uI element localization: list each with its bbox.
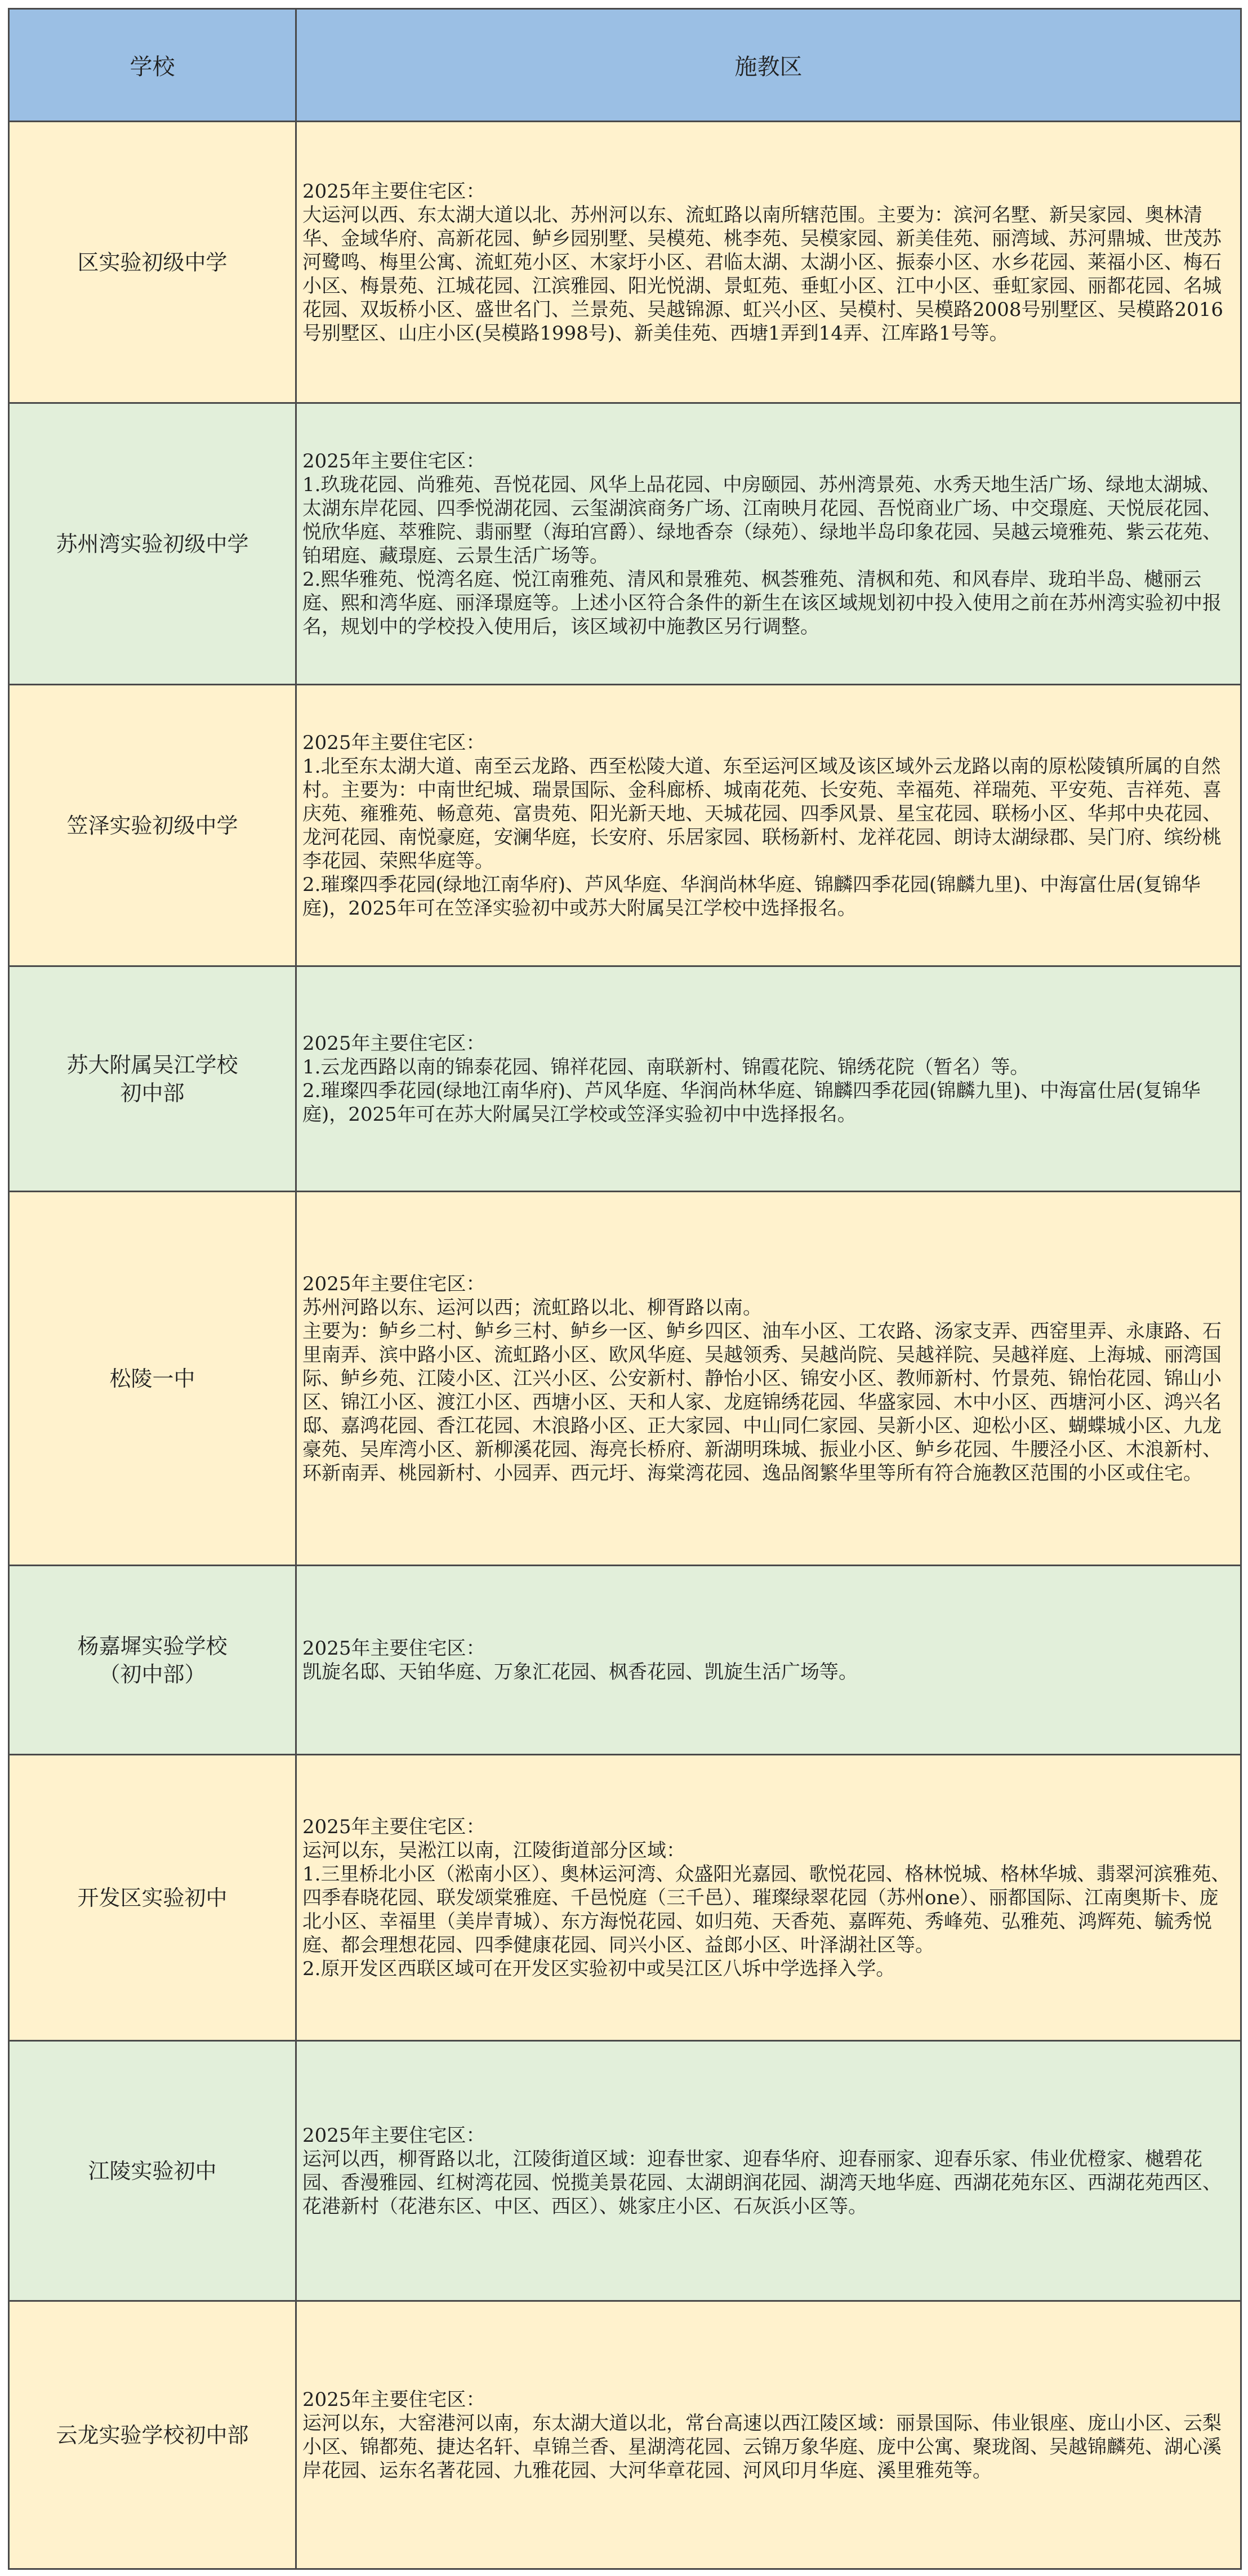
table-row: [9, 122, 1241, 403]
area-line: 2025年主要住宅区：: [302, 731, 485, 754]
district-area: [296, 2041, 1241, 2301]
school-name: 松陵一中: [9, 1192, 296, 1566]
area-line: 1.北至东太湖大道、南至云龙路、西至松陵大道、东至运河区域及该区域外云龙路以南的原松陵镇所属的自然村。主要为：中南世纪城、瑞景国际、金科廊桥、城南花苑、长安苑、幸福苑、祥瑞苑、平安苑、吉祥苑、喜庆苑、雍雅苑、畅意苑、富贵苑、阳光新天地、天城花园、四季风景、星宝花园、联杨小区、华邦中央花园、龙河花园、南悦豪庭，安澜华庭，长安府、乐居家园、联杨新村、龙祥花园、朗诗太湖绿郡、吴门府、缤纷桃李花园、荣熙华庭等。: [302, 755, 1222, 872]
district-area: [296, 1755, 1241, 2041]
table-row: [9, 1566, 1241, 1755]
area-line: 2025年主要住宅区：: [302, 2124, 485, 2147]
table-row: [9, 1755, 1241, 2041]
area-line: 2.璀璨四季花园(绿地江南华府)、芦风华庭、华润尚林华庭、锦麟四季花园(锦麟九里)、中海富仕居(复锦华庭)，2025年可在笠泽实验初中或苏大附属吴江学校中选择报名。: [302, 873, 1201, 920]
district-area: [296, 1192, 1241, 1566]
school-name: 笠泽实验初级中学: [9, 685, 296, 966]
area-line: 2.熙华雅苑、悦湾名庭、悦江南雅苑、清风和景雅苑、枫荟雅苑、清枫和苑、和风春岸、珑珀半岛、樾丽云庭、熙和湾华庭、丽泽璟庭等。上述小区符合条件的新生在该区域规划初中投入使用之前在苏州湾实验初中报名，规划中的学校投入使用后，该区域初中施教区另行调整。: [302, 568, 1222, 638]
area-line: 苏州河路以东、运河以西；流虹路以北、柳胥路以南。: [302, 1296, 762, 1319]
area-line: 2025年主要住宅区：: [302, 1032, 485, 1055]
area-line: 1.三里桥北小区（淞南小区）、奥林运河湾、众盛阳光嘉园、歌悦花园、格林悦城、格林华城、翡翠河滨雅苑、四季春晓花园、联发颂棠雅庭、千邑悦庭（三千邑）、璀璨绿翠花园（苏州one）、丽都国际、江南奥斯卡、庞北小区、幸福里（美岸青城）、东方海悦花园、如归苑、天香苑、嘉晖苑、秀峰苑、弘雅苑、鸿辉苑、毓秀悦庭、都会理想花园、四季健康花园、同兴小区、益郎小区、叶泽湖社区等。: [302, 1862, 1231, 1956]
table-row: [9, 403, 1241, 685]
area-line: 2.原开发区西联区域可在开发区实验初中或吴江区八坼中学选择入学。: [302, 1957, 895, 1980]
school-name: 开发区实验初中: [9, 1755, 296, 2041]
area-line: 2025年主要住宅区：: [302, 449, 485, 473]
area-line: 主要为：鲈乡二村、鲈乡三村、鲈乡一区、鲈乡四区、油车小区、工农路、汤家支弄、西窑里弄、永康路、石里南弄、滨中路小区、流虹路小区、欧风华庭、吴越领秀、吴越尚院、吴越祥院、吴越祥庭、上海城、丽湾国际、鲈乡苑、江陵小区、江兴小区、公安新村、静怡小区、锦安小区、教师新村、竹景苑、锦怡花园、锦山小区、锦江小区、渡江小区、西塘小区、天和人家、龙庭锦绣花园、华盛家园、木中小区、西塘河小区、鸿兴名邸、嘉鸿花园、香江花园、木浪路小区、正大家园、中山同仁家园、吴新小区、迎松小区、蝴蝶城小区、九龙豪苑、吴库湾小区、新柳溪花园、海亮长桥府、新湖明珠城、振业小区、鲈乡花园、牛腰泾小区、木浪新村、环新南弄、桃园新村、小园弄、西元圩、海棠湾花园、逸品阁繁华里等所有符合施教区范围的小区或住宅。: [302, 1320, 1222, 1485]
area-line: 2025年主要住宅区：: [302, 2388, 485, 2411]
table-row: [9, 966, 1241, 1192]
header-area: 施教区: [296, 9, 1241, 122]
table-row: [9, 2301, 1241, 2569]
area-line: 2025年主要住宅区：: [302, 1815, 485, 1838]
table-row: [9, 2041, 1241, 2301]
area-line: 大运河以西、东太湖大道以北、苏州河以东、流虹路以南所辖范围。主要为：滨河名墅、新吴家园、奥林清华、金域华府、高新花园、鲈乡园别墅、吴模苑、桃李苑、吴模家园、新美佳苑、丽湾域、苏河鼎城、世茂苏河鹭鸣、梅里公寓、流虹苑小区、木家圩小区、君临太湖、太湖小区、振泰小区、水乡花园、莱福小区、梅石小区、梅景苑、江城花园、江滨雅园、阳光悦湖、景虹苑、垂虹小区、江中小区、垂虹家园、丽都花园、名城花园、双坂桥小区、盛世名门、兰景苑、吴越锦源、虹兴小区、吴模村、吴模路2008号别墅区、吴模路2016号别墅区、山庄小区(吴模路1998号)、新美佳苑、西塘1弄到14弄、江库路1号等。: [302, 203, 1224, 345]
district-area: [296, 1566, 1241, 1755]
area-line: 凯旋名邸、天铂华庭、万象汇花园、枫香花园、凯旋生活广场等。: [302, 1660, 858, 1683]
district-area: [296, 403, 1241, 685]
district-area: [296, 685, 1241, 966]
table-row: [9, 1192, 1241, 1566]
header-row: [9, 9, 1241, 122]
school-name: 杨嘉墀实验学校 （初中部）: [9, 1566, 296, 1755]
header-school: 学校: [9, 9, 296, 122]
school-name: 苏大附属吴江学校 初中部: [9, 966, 296, 1192]
area-line: 2.璀璨四季花园(绿地江南华府)、芦风华庭、华润尚林华庭、锦麟四季花园(锦麟九里)、中海富仕居(复锦华庭)，2025年可在苏大附属吴江学校或笠泽实验初中中选择报名。: [302, 1079, 1201, 1126]
table-row: [9, 685, 1241, 966]
district-area: [296, 2301, 1241, 2569]
area-line: 运河以东，大窑港河以南，东太湖大道以北，常台高速以西江陵区域：丽景国际、伟业银座、庞山小区、云梨小区、锦都苑、捷达名轩、卓锦兰香、星湖湾花园、云锦万象华庭、庞中公寓、聚珑阁、吴越锦麟苑、湖心溪岸花园、运东名著花园、九雅花园、大河华章花园、河风印月华庭、溪里雅苑等。: [302, 2412, 1222, 2482]
area-line: 2025年主要住宅区：: [302, 1272, 485, 1295]
school-name: 云龙实验学校初中部: [9, 2301, 296, 2569]
area-line: 运河以东，吴淞江以南，江陵街道部分区域：: [302, 1839, 685, 1862]
area-line: 2025年主要住宅区：: [302, 1637, 485, 1660]
district-area: [296, 122, 1241, 403]
area-line: 1.玖珑花园、尚雅苑、吾悦花园、风华上品花园、中房颐园、苏州湾景苑、水秀天地生活广场、绿地太湖城、太湖东岸花园、四季悦湖花园、云玺湖滨商务广场、江南映月花园、吾悦商业广场、中交璟庭、天悦辰花园、悦欣华庭、萃雅院、翡丽墅（海珀宫爵）、绿地香奈（绿苑）、绿地半岛印象花园、吴越云境雅苑、紫云花苑、铂珺庭、藏璟庭、云景生活广场等。: [302, 473, 1222, 567]
school-name: 苏州湾实验初级中学: [9, 403, 296, 685]
school-name: 江陵实验初中: [9, 2041, 296, 2301]
school-district-table: [8, 8, 1242, 2570]
area-line: 2025年主要住宅区：: [302, 180, 485, 203]
area-line: 1.云龙西路以南的锦泰花园、锦祥花园、南联新村、锦霞花院、锦绣花院（暂名）等。: [302, 1055, 1029, 1078]
district-area: [296, 966, 1241, 1192]
area-line: 运河以西，柳胥路以北，江陵街道区域：迎春世家、迎春华府、迎春丽家、迎春乐家、伟业优橙家、樾碧花园、香漫雅园、红树湾花园、悦揽美景花园、太湖朗润花园、湖湾天地华庭、西湖花苑东区、西湖花苑西区、花港新村（花港东区、中区、西区）、姚家庄小区、石灰浜小区等。: [302, 2147, 1222, 2218]
school-name: 区实验初级中学: [9, 122, 296, 403]
